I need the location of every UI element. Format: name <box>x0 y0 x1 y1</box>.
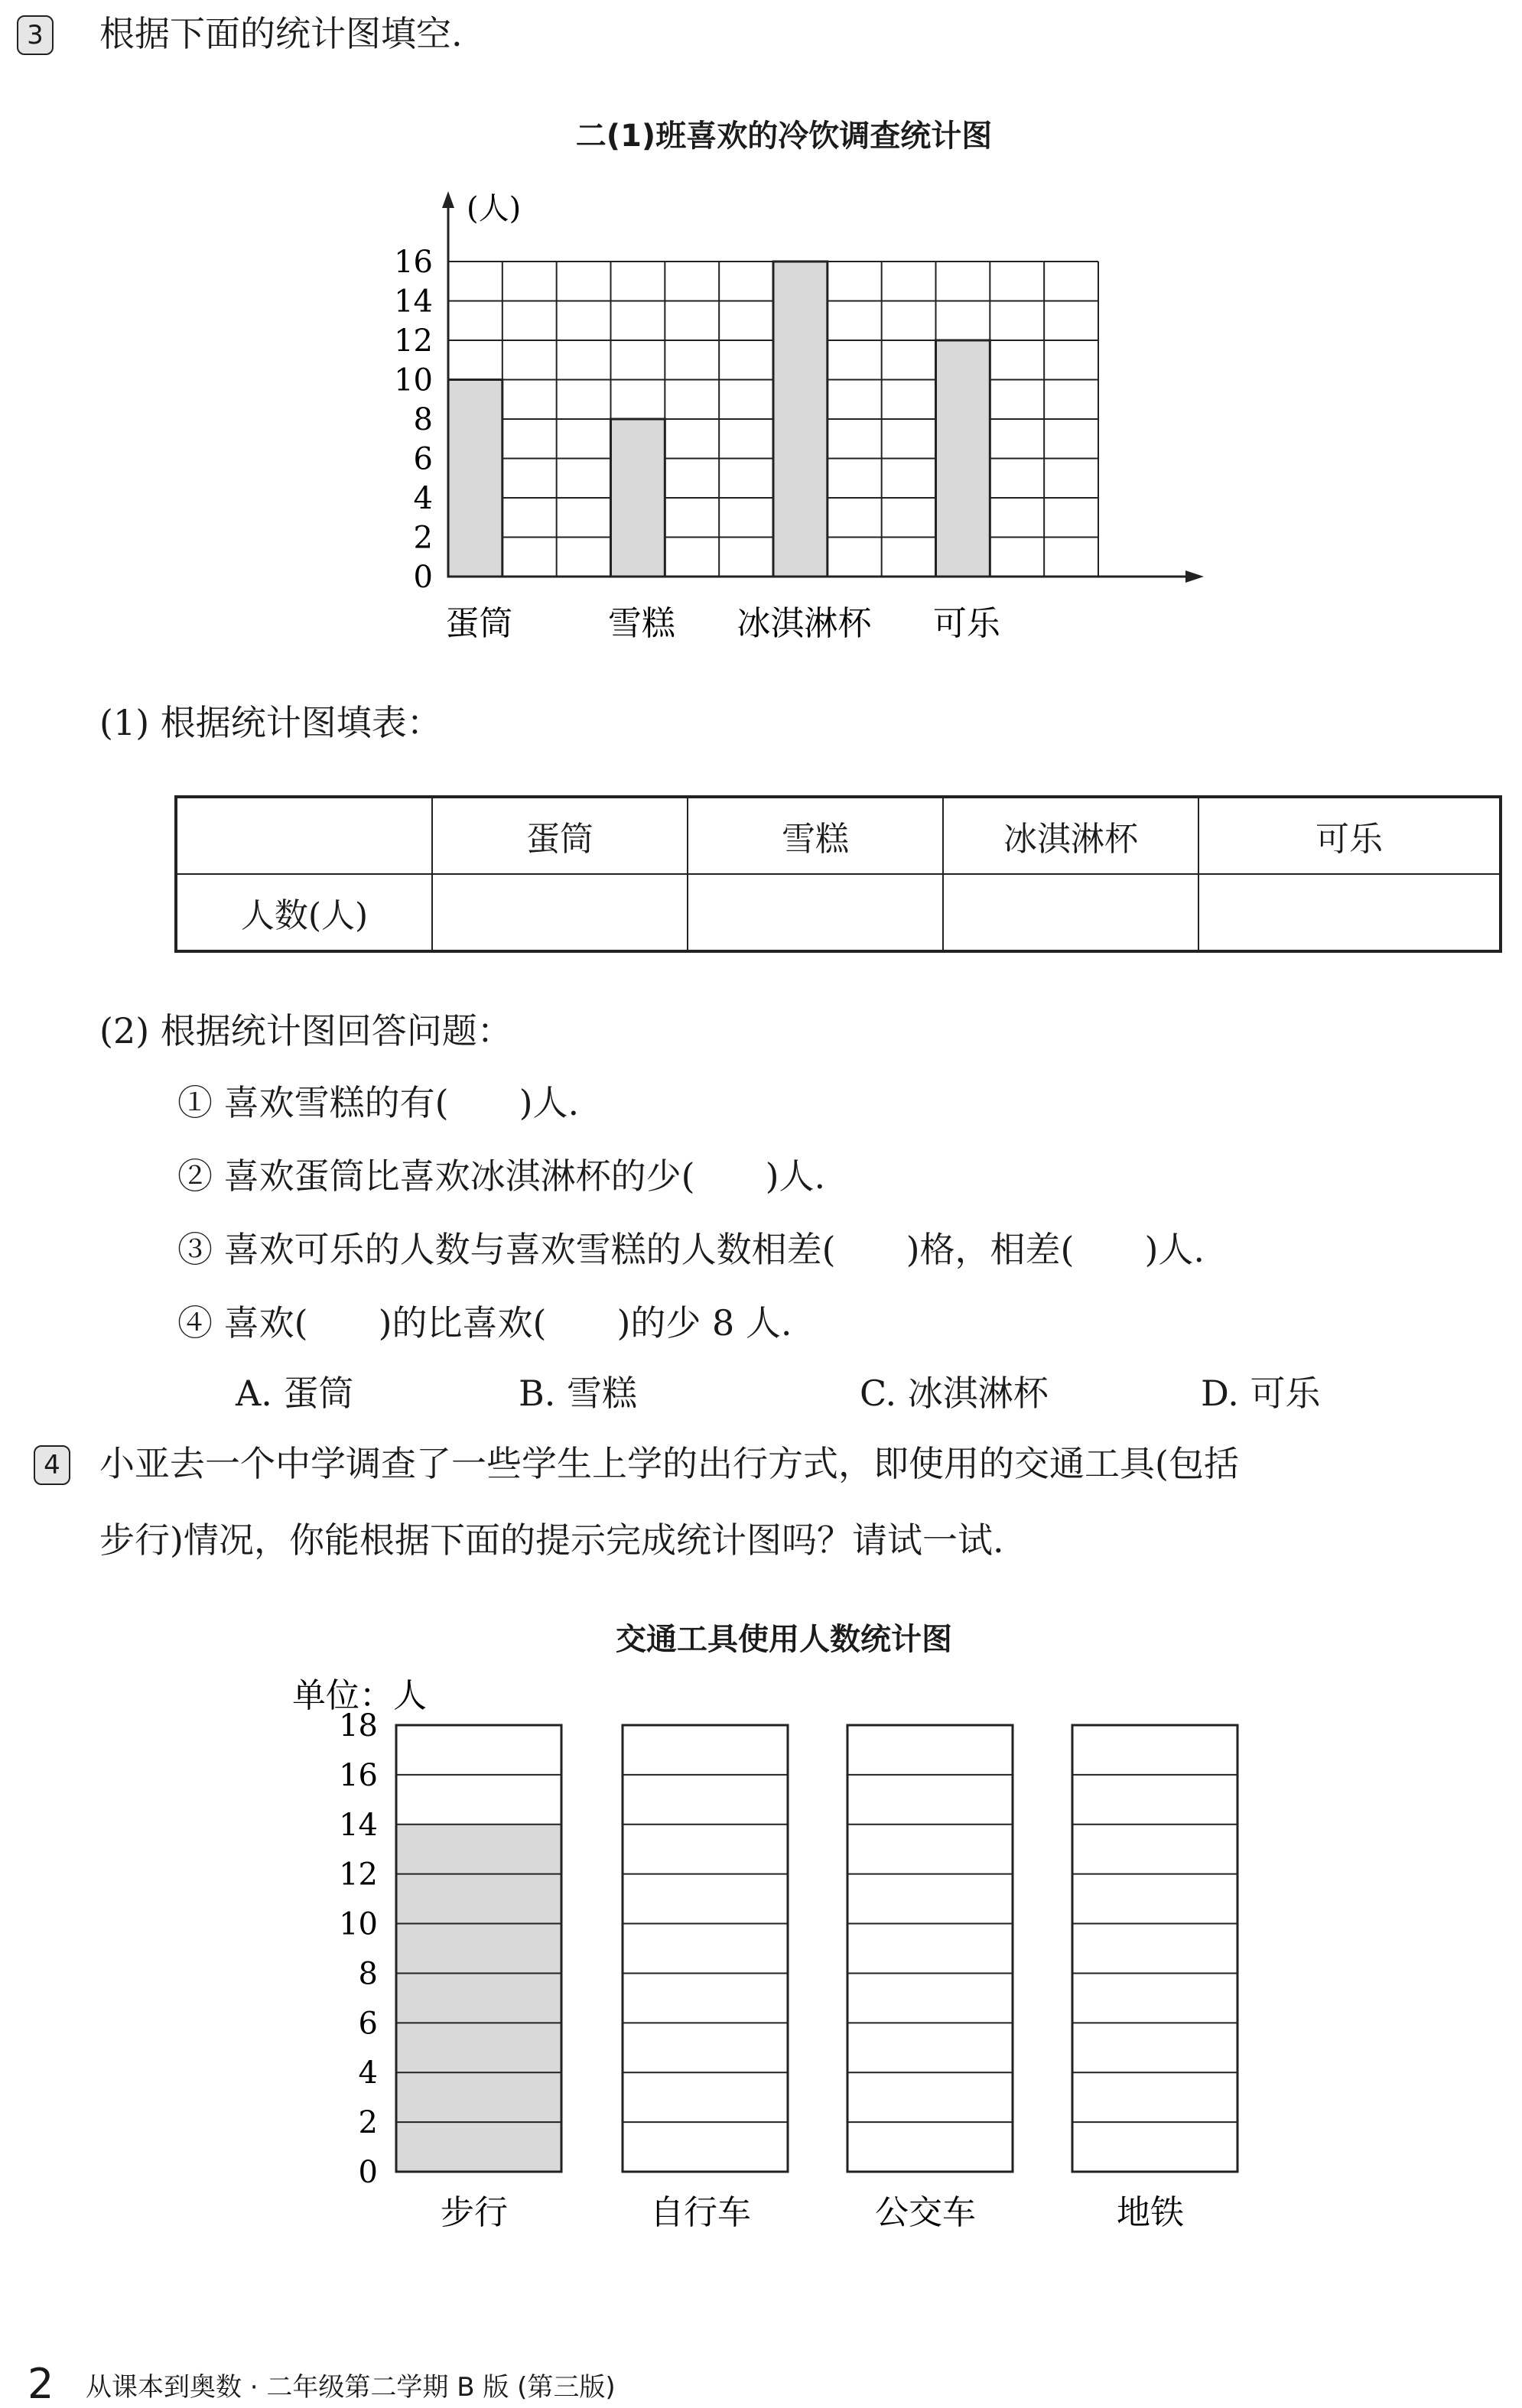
chart-1-title: 二(1)班喜欢的冷饮调查统计图 <box>575 119 993 154</box>
column-frame <box>1072 1725 1237 2172</box>
unit-label: 单位：人 <box>292 1676 427 1715</box>
question-3-prompt: 根据下面的统计图填空. <box>99 13 463 54</box>
y-tick-label: 4 <box>413 481 433 516</box>
column-frame <box>847 1725 1013 2172</box>
table-header-xuegao: 雪糕 <box>688 797 943 874</box>
category-label: 雪糕 <box>607 604 675 643</box>
question-3-badge: 3 <box>17 15 54 55</box>
question-item-4: ④ 喜欢( )的比喜欢( )的少 8 人. <box>177 1302 792 1344</box>
y-tick-label: 12 <box>339 1857 378 1893</box>
y-tick-label: 0 <box>358 2155 378 2190</box>
question-item-3: ③ 喜欢可乐的人数与喜欢雪糕的人数相差( )格，相差( )人. <box>177 1229 1205 1270</box>
part-2-label: (2) 根据统计图回答问题： <box>99 1010 512 1051</box>
category-label: 自行车 <box>650 2193 751 2232</box>
y-tick-label: 14 <box>339 1807 378 1843</box>
y-tick-label: 6 <box>358 2006 378 2042</box>
y-tick-label: 2 <box>358 2105 378 2141</box>
question-item-2: ② 喜欢蛋筒比喜欢冰淇淋杯的少( )人. <box>177 1155 826 1197</box>
bar-4 <box>936 340 990 577</box>
table-row-label: 人数(人) <box>176 874 432 951</box>
category-label: 公交车 <box>875 2193 976 2232</box>
option-d: D. 可乐 <box>1201 1373 1321 1414</box>
y-tick-label: 6 <box>413 441 433 477</box>
category-label: 可乐 <box>932 604 1000 643</box>
question-item-1: ① 喜欢雪糕的有( )人. <box>177 1082 580 1123</box>
table-answer-cell[interactable] <box>688 874 943 951</box>
y-tick-label: 8 <box>358 1956 378 1992</box>
y-axis-arrow <box>442 191 454 208</box>
table-answer-cell[interactable] <box>432 874 688 951</box>
y-tick-label: 14 <box>394 284 433 320</box>
table-answer-cell[interactable] <box>943 874 1198 951</box>
y-tick-label: 4 <box>358 2055 378 2091</box>
category-label: 冰淇淋杯 <box>737 604 872 643</box>
y-tick-label: 10 <box>339 1906 378 1942</box>
bar-1 <box>448 380 502 577</box>
y-tick-label: 12 <box>394 323 433 359</box>
page-number: 2 <box>28 2360 54 2408</box>
category-label: 蛋筒 <box>445 604 513 643</box>
y-tick-label: 8 <box>413 402 433 437</box>
bar-3 <box>773 262 828 577</box>
fill-in-table <box>174 795 1502 953</box>
question-4-line-1: 小亚去一个中学调查了一些学生上学的出行方式，即使用的交通工具(包括 <box>99 1443 1239 1484</box>
y-axis-label: (人) <box>467 191 522 226</box>
chart-2-title: 交通工具使用人数统计图 <box>616 1622 952 1657</box>
y-tick-label: 10 <box>394 362 433 398</box>
column-frame <box>623 1725 788 2172</box>
table-header-bingqilinbei: 冰淇淋杯 <box>943 797 1198 874</box>
y-tick-label: 16 <box>394 245 433 280</box>
category-label: 地铁 <box>1117 2193 1184 2232</box>
y-tick-label: 0 <box>413 560 433 595</box>
y-tick-label: 2 <box>413 520 433 556</box>
option-a: A. 蛋筒 <box>236 1373 354 1414</box>
x-axis-arrow <box>1185 570 1204 583</box>
chart-2-bar-chart <box>0 1644 1522 2256</box>
option-b: B. 雪糕 <box>519 1373 638 1414</box>
book-title: 从课本到奥数 · 二年级第二学期 B 版 (第三版) <box>86 2372 616 2403</box>
table-header-empty <box>176 797 432 874</box>
category-label: 步行 <box>441 2193 508 2232</box>
bar-1 <box>396 1825 561 2172</box>
question-4-badge: 4 <box>34 1445 70 1485</box>
chart-1-bar-chart <box>0 0 1522 673</box>
bar-2 <box>611 419 665 577</box>
table-header-dantong: 蛋筒 <box>432 797 688 874</box>
y-tick-label: 16 <box>339 1757 378 1793</box>
option-c: C. 冰淇淋杯 <box>860 1373 1049 1414</box>
question-4-line-2: 步行)情况，你能根据下面的提示完成统计图吗？请试一试. <box>99 1519 1004 1561</box>
table-header-kele: 可乐 <box>1198 797 1501 874</box>
part-1-label: (1) 根据统计图填表： <box>99 702 442 743</box>
table-answer-cell[interactable] <box>1198 874 1501 951</box>
y-tick-label: 18 <box>339 1708 378 1743</box>
